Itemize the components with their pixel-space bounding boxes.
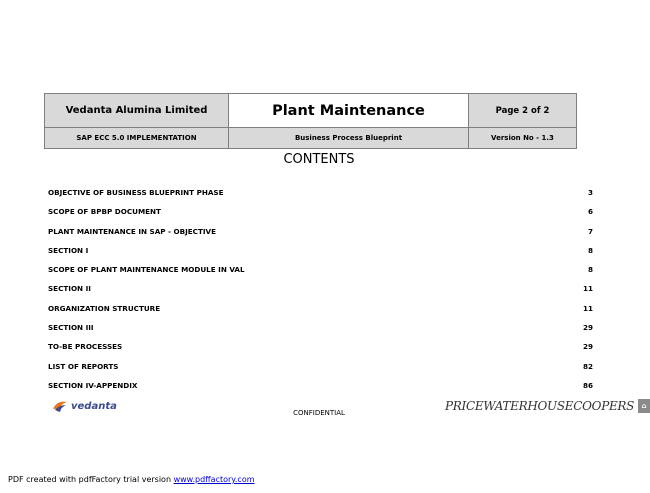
page-indicator: Page 2 of 2 <box>469 94 577 128</box>
toc-entry[interactable] <box>48 376 593 395</box>
toc-entry-title: SECTION I <box>48 245 89 255</box>
project-name: SAP ECC 5.0 IMPLEMENTATION <box>45 128 229 149</box>
toc-entry-page: 3 <box>587 188 593 197</box>
toc-entry[interactable] <box>48 357 593 376</box>
toc-entry-page: 7 <box>587 226 593 236</box>
toc-entry-page: 29 <box>582 342 593 352</box>
toc-entry-title: SECTION II <box>48 284 91 294</box>
toc-entry[interactable] <box>48 222 593 241</box>
header-table <box>44 93 577 149</box>
document-type: Business Process Blueprint <box>229 128 469 149</box>
toc-entry[interactable] <box>48 260 593 279</box>
toc-entry-title: SCOPE OF PLANT MAINTENANCE MODULE IN VAL <box>48 265 245 275</box>
pwc-logo <box>445 399 650 413</box>
toc-entry-page: 8 <box>587 265 593 275</box>
confidential-label: CONFIDENTIAL <box>293 409 345 417</box>
toc-entry[interactable] <box>48 279 593 298</box>
toc-entry[interactable] <box>48 318 593 337</box>
table-of-contents <box>48 183 593 395</box>
toc-entry-title: LIST OF REPORTS <box>48 361 119 371</box>
toc-entry-page: 11 <box>582 303 593 313</box>
toc-entry-page: 82 <box>582 361 593 371</box>
toc-entry-page: 8 <box>587 245 593 255</box>
contents-heading: CONTENTS <box>283 152 355 167</box>
pdf-creator-note <box>8 475 255 484</box>
pwc-logo-text: PRICEWATERHOUSECOOPERS <box>445 399 635 413</box>
pdf-note-text: PDF created with pdfFactory trial version <box>8 475 174 484</box>
document-title: Plant Maintenance <box>229 94 469 128</box>
toc-entry[interactable] <box>48 299 593 318</box>
vedanta-logo-text: vedanta <box>71 400 117 412</box>
toc-entry-title: SECTION III <box>48 323 94 333</box>
toc-entry-page: 86 <box>582 380 593 390</box>
toc-entry-page: 29 <box>582 323 593 333</box>
pwc-emblem-icon: ⌂ <box>638 399 650 413</box>
toc-entry-title: SECTION IV-APPENDIX <box>48 380 138 390</box>
toc-entry-title: OBJECTIVE OF BUSINESS BLUEPRINT PHASE <box>48 188 224 197</box>
toc-entry-title: PLANT MAINTENANCE IN SAP - OBJECTIVE <box>48 226 217 236</box>
toc-entry-page: 11 <box>582 284 593 294</box>
toc-entry-title: TO-BE PROCESSES <box>48 342 123 352</box>
version-number: Version No - 1.3 <box>469 128 577 149</box>
toc-entry[interactable] <box>48 183 593 202</box>
toc-entry-title: ORGANIZATION STRUCTURE <box>48 303 161 313</box>
pdffactory-link[interactable]: www.pdffactory.com <box>173 475 255 484</box>
toc-entry[interactable] <box>48 202 593 221</box>
company-name: Vedanta Alumina Limited <box>45 94 229 128</box>
toc-entry[interactable] <box>48 241 593 260</box>
toc-entry-title: SCOPE OF BPBP DOCUMENT <box>48 207 161 217</box>
toc-entry-page: 6 <box>587 207 593 217</box>
toc-entry[interactable] <box>48 337 593 356</box>
